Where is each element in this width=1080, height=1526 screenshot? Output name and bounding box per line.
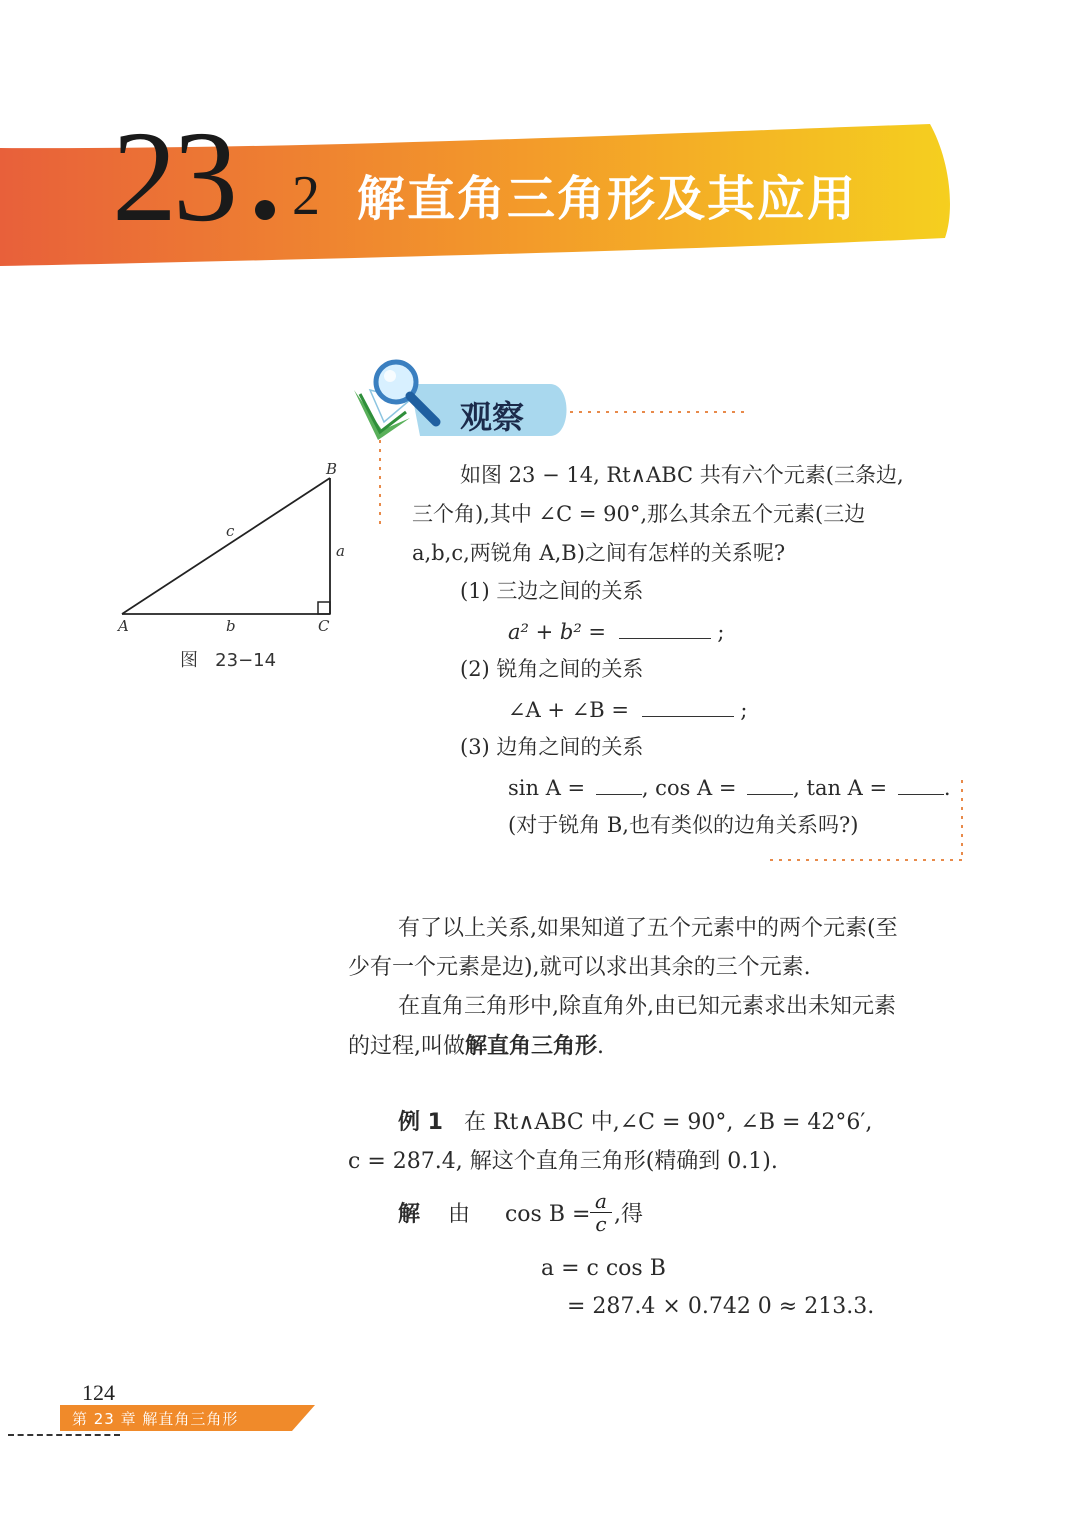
example-line1 bbox=[398, 1112, 872, 1134]
body-p2-line2 bbox=[348, 1035, 604, 1058]
figure-caption bbox=[180, 646, 276, 672]
vertex-label-b: B bbox=[326, 460, 338, 478]
q3-note: (对于锐角 B,也有类似的边角关系吗?) bbox=[508, 813, 859, 837]
section-number-dot bbox=[255, 200, 275, 220]
page-number: 124 bbox=[82, 1380, 115, 1405]
figure-right-triangle bbox=[110, 460, 350, 640]
q3-sin: sin A = bbox=[508, 776, 586, 800]
observe-p1-line1: 如图 23 − 14, Rt∧ABC 共有六个元素(三条边, bbox=[460, 463, 904, 487]
solution-eq2: = 287.4 × 0.742 0 ≈ 213.3. bbox=[567, 1294, 875, 1319]
q2-formula-text: ∠A + ∠B = bbox=[508, 698, 630, 722]
q2-title: (2) 锐角之间的关系 bbox=[460, 657, 644, 681]
solution-get: ,得 bbox=[614, 1202, 643, 1227]
q1-answer-blank[interactable] bbox=[619, 620, 711, 639]
solution-line1 bbox=[398, 1204, 590, 1226]
solution-cos-lhs: cos B = bbox=[504, 1202, 591, 1227]
q3-cos-blank[interactable] bbox=[747, 776, 793, 795]
figure-caption-prefix: 图 bbox=[180, 650, 198, 671]
q3-sin-blank[interactable] bbox=[596, 776, 642, 795]
side-label-a: a bbox=[336, 542, 345, 560]
q1-title: (1) 三边之间的关系 bbox=[460, 579, 644, 603]
body-p2-line1: 在直角三角形中,除直角外,由已知元素求出未知元素 bbox=[398, 994, 896, 1019]
figure-caption-number: 23−14 bbox=[215, 650, 277, 671]
vertex-label-c: C bbox=[318, 617, 330, 635]
solution-by: 由 bbox=[448, 1202, 471, 1227]
solution-fraction bbox=[590, 1190, 612, 1235]
side-label-b: b bbox=[226, 617, 236, 635]
q2-formula bbox=[508, 698, 747, 721]
observe-p1-line2: 三个角),其中 ∠C = 90°,那么其余五个元素(三边 bbox=[412, 502, 866, 526]
q2-end: ; bbox=[740, 698, 748, 722]
example-line1-text: 在 Rt∧ABC 中,∠C = 90°, ∠B = 42°6′, bbox=[463, 1110, 873, 1135]
section-number-major: 23 bbox=[112, 105, 234, 249]
solution-label: 解 bbox=[398, 1202, 421, 1227]
chapter-label: 第 23 章 解直角三角形 bbox=[72, 1410, 239, 1428]
vertex-label-a: A bbox=[118, 617, 129, 635]
observe-label: 观察 bbox=[460, 398, 525, 436]
body-p2-pre: 的过程,叫做 bbox=[348, 1034, 465, 1059]
magnifier-book-icon bbox=[366, 356, 444, 428]
q2-answer-blank[interactable] bbox=[642, 698, 734, 717]
q3-title: (3) 边角之间的关系 bbox=[460, 735, 644, 759]
q1-end: ; bbox=[717, 620, 725, 644]
fraction-numerator: a bbox=[595, 1189, 607, 1213]
footer-dashes bbox=[8, 1434, 120, 1436]
term-solve-right-triangle: 解直角三角形 bbox=[465, 1033, 598, 1059]
q3-formula bbox=[508, 776, 951, 799]
example-line2: c = 287.4, 解这个直角三角形(精确到 0.1). bbox=[348, 1149, 778, 1174]
solution-eq1: a = c cos B bbox=[541, 1256, 666, 1281]
side-label-c: c bbox=[226, 522, 235, 540]
q3-tan: , tan A = bbox=[793, 776, 888, 800]
q1-formula bbox=[508, 620, 724, 643]
body-p1-line1: 有了以上关系,如果知道了五个元素中的两个元素(至 bbox=[398, 916, 898, 941]
section-title: 解直角三角形及其应用 bbox=[357, 171, 858, 227]
example-label: 例 1 bbox=[398, 1110, 443, 1135]
q1-formula-text: a² + b² = bbox=[508, 620, 607, 644]
observe-p1-line3: a,b,c,两锐角 A,B)之间有怎样的关系呢? bbox=[412, 541, 786, 565]
body-p1-line2: 少有一个元素是边),就可以求出其余的三个元素. bbox=[348, 955, 811, 980]
body-p2-end: . bbox=[597, 1034, 605, 1059]
fraction-denominator: c bbox=[595, 1212, 607, 1236]
section-number-minor: 2 bbox=[292, 165, 320, 227]
q3-end: . bbox=[943, 776, 951, 800]
q3-tan-blank[interactable] bbox=[898, 776, 944, 795]
q3-cos: , cos A = bbox=[641, 776, 737, 800]
